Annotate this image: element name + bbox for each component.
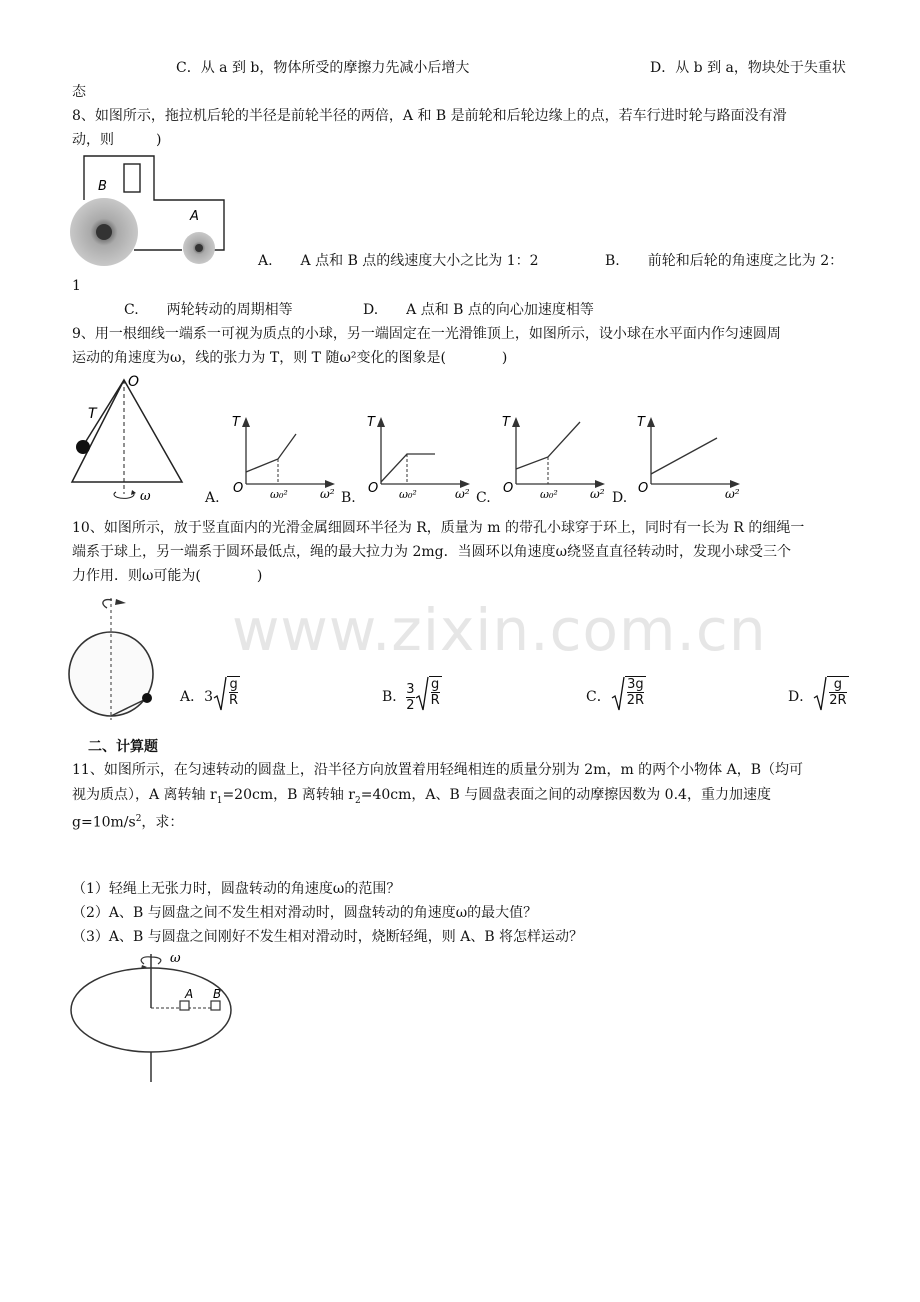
q8-stem-line2: 动，则 ) — [72, 132, 162, 148]
q9-stem-line2: 运动的角速度为ω，线的张力为 T，则 T 随ω²变化的图象是( ) — [72, 350, 508, 366]
graph-tick-omega0: ω₀² — [270, 488, 288, 501]
section-title: 二、计算题 — [88, 739, 158, 755]
graph-tick-omega0: ω₀² — [540, 488, 558, 501]
q8-option-a: A. A 点和 B 点的线速度大小之比为 1：2 — [258, 253, 539, 269]
graph-origin: O — [233, 481, 244, 496]
q9-stem-line1: 9、用一根细线一端系一可视为质点的小球，另一端固定在一光滑锥顶上，如图所示，设小球在水平面内作匀速圆周 — [72, 326, 781, 342]
q9-graph-c — [500, 412, 612, 502]
graph-axis-t: T — [502, 415, 510, 430]
cone-label-omega: ω — [140, 489, 151, 504]
q10-stem-line2: 端系于球上，另一端系于圆环最低点，绳的最大拉力为 2mg．当圆环以角速度ω绕竖直直径转动时，发现小球受三个 — [72, 544, 792, 560]
q9-cone-figure — [68, 372, 186, 508]
graph-axis-omega2: ω² — [725, 487, 740, 501]
q8-option-b: B. 前轮和后轮的角速度之比为 2： — [605, 253, 844, 269]
disk-label-omega: ω — [170, 951, 181, 966]
graph-axis-t: T — [637, 415, 645, 430]
q10-option-a: A．3 $\frac{g}{R}$ — [180, 677, 239, 708]
graph-axis-t: T — [232, 415, 240, 430]
q10-option-c: C． $\frac{3g}{2R}$ — [586, 677, 645, 708]
block-a — [180, 1001, 189, 1010]
ball — [76, 440, 90, 454]
q7-option-d-wrap: 态 — [72, 84, 86, 100]
graph-axis-omega2: ω² — [455, 487, 470, 501]
q10-option-d: D． $\frac{g}{2R}$ — [788, 677, 847, 708]
graph-axis-omega2: ω² — [590, 487, 605, 501]
q9-option-d: D. — [612, 490, 628, 506]
q9-option-a: A. — [205, 490, 220, 506]
q11-stem-line3: $g=10m/s^2$，求： — [72, 814, 184, 831]
block-b — [211, 1001, 220, 1010]
q9-option-b: B. — [341, 490, 356, 506]
q10-option-b: B． $\frac{3}{2}$ $\frac{g}{R}$ — [382, 677, 440, 713]
watermark: www.zixin.com.cn — [232, 596, 767, 664]
q11-part-2: （2）A、B 与圆盘之间不发生相对滑动时，圆盘转动的角速度ω的最大值？ — [72, 905, 538, 921]
graph-axis-omega2: ω² — [320, 487, 335, 501]
graph-origin: O — [638, 481, 649, 496]
q8-label-a: A — [190, 209, 199, 224]
graph-axis-t: T — [367, 415, 375, 430]
ring-ball — [142, 693, 152, 703]
q9-option-c: C. — [476, 490, 491, 506]
q7-option-c: C．从 a 到 b，物体所受的摩擦力先减小后增大 — [176, 60, 470, 76]
cone-label-o: O — [128, 374, 140, 390]
q11-part-3: （3）A、B 与圆盘之间刚好不发生相对滑动时，烧断轻绳，则 A、B 将怎样运动？ — [72, 929, 584, 945]
q8-tractor-figure — [68, 154, 230, 272]
q10-ring-figure — [66, 596, 160, 722]
graph-tick-omega0: ω₀² — [399, 488, 417, 501]
q10-stem-line1: 10、如图所示，放于竖直面内的光滑金属细圆环半径为 R，质量为 m 的带孔小球穿于环上，同时有一长为 R 的细绳一 — [72, 520, 805, 536]
graph-origin: O — [503, 481, 514, 496]
disk-label-a: A — [185, 987, 194, 1001]
q9-graph-a — [230, 412, 342, 502]
q11-disk-figure — [68, 950, 234, 1084]
q7-option-d: D．从 b 到 a，物块处于失重状 — [650, 60, 846, 76]
q9-graph-b — [365, 412, 477, 502]
q8-option-d: D. A 点和 B 点的向心加速度相等 — [363, 302, 594, 318]
q8-option-c: C. 两轮转动的周期相等 — [124, 302, 293, 318]
q10-stem-line3: 力作用．则ω可能为( ) — [72, 568, 263, 584]
q8-label-b: B — [98, 179, 107, 194]
graph-origin: O — [368, 481, 379, 496]
cone-label-t: T — [88, 406, 97, 422]
q11-part-1: （1）轻绳上无张力时，圆盘转动的角速度ω的范围？ — [72, 881, 401, 897]
q8-stem-line1: 8、如图所示，拖拉机后轮的半径是前轮半径的两倍，A 和 B 是前轮和后轮边缘上的点，若车行进时轮与路面没有滑 — [72, 108, 787, 124]
q9-graph-d — [635, 412, 747, 502]
q8-option-b-wrap: 1 — [72, 278, 81, 294]
disk-label-b: B — [213, 987, 222, 1001]
q11-stem-line2: 视为质点），A 离转轴 $r_1=20cm$，B 离转轴 $r_2=40cm$，A、B 与圆盘表面之间的动摩擦因数为 0.4，重力加速度 — [72, 787, 771, 806]
q11-stem-line1: 11、如图所示，在匀速转动的圆盘上，沿半径方向放置着用轻绳相连的质量分别为 2m，m 的两个小物体 A，B（均可 — [72, 762, 804, 778]
